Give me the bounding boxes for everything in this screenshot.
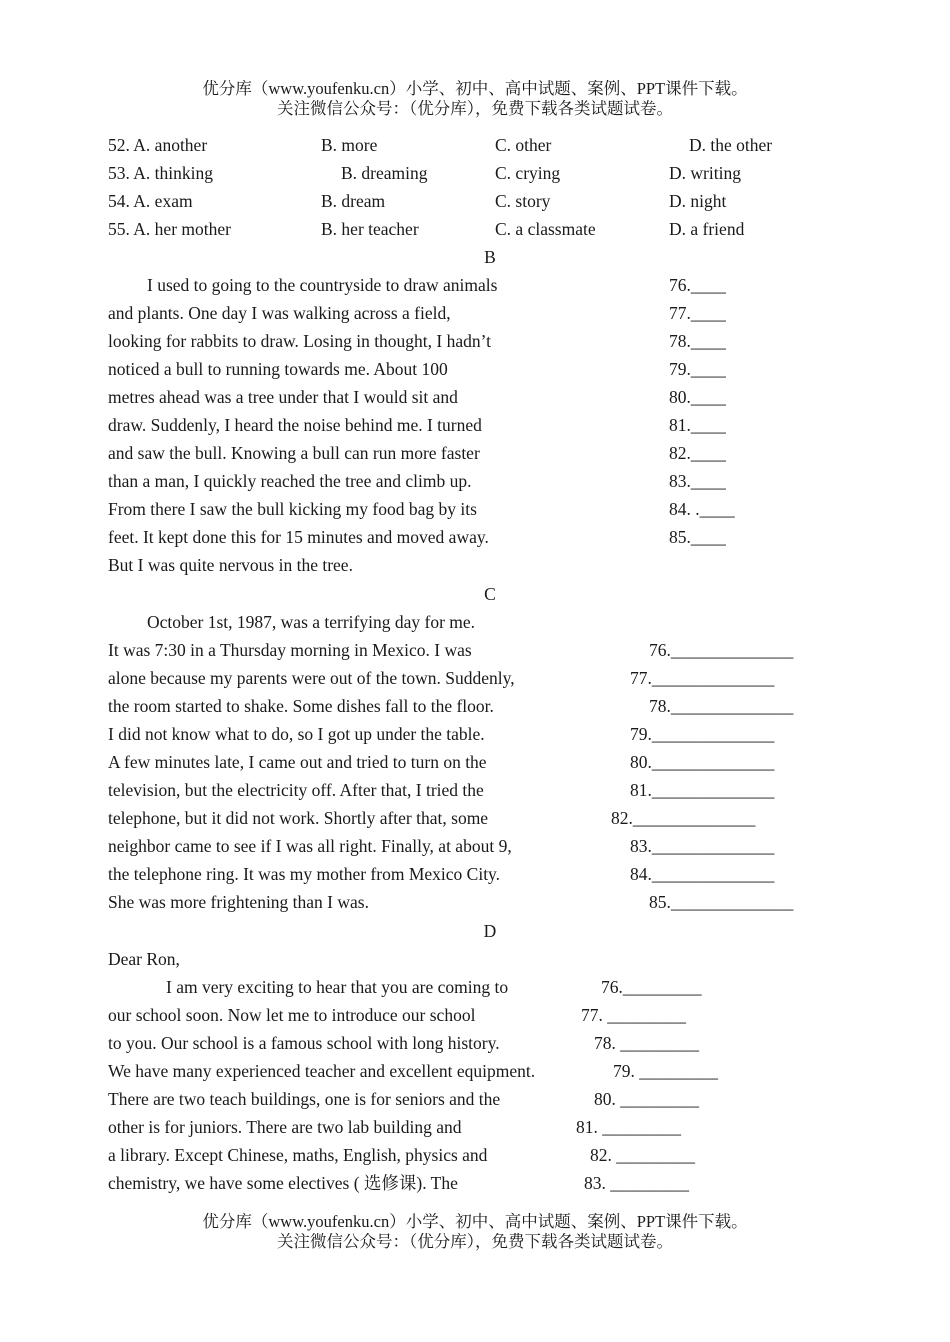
option-52-d: D. the other [689, 135, 773, 155]
answer-blank[interactable]: 80.____ [669, 387, 726, 407]
passage-line: I am very exciting to hear that you are coming to [166, 977, 509, 997]
option-53-a: 53. A. thinking [108, 163, 214, 183]
page-header [0, 79, 950, 119]
option-54-b: B. dream [321, 191, 386, 211]
footer-line-2: 关注微信公众号：（优分库），免费下载各类试题试卷。 [277, 1232, 673, 1251]
option-53-b: B. dreaming [341, 163, 428, 183]
answer-blank[interactable]: 81. _________ [576, 1117, 681, 1137]
passage-line: the telephone ring. It was my mother from Mexico City. [108, 864, 501, 884]
header-line-1: 优分库（www.youfenku.cn）小学、初中、高中试题、案例、PPT课件下载。 [202, 79, 748, 98]
page-footer [0, 1212, 950, 1252]
answer-blank[interactable]: 83.______________ [630, 836, 775, 856]
answer-blank[interactable]: 82.______________ [611, 808, 756, 828]
answer-blank[interactable]: 83.____ [669, 471, 726, 491]
section-d-heading: D [483, 921, 497, 941]
letter-greeting: Dear Ron, [108, 949, 180, 969]
passage-line: A few minutes late, I came out and tried to turn on the [108, 752, 487, 772]
answer-blank[interactable]: 79. _________ [613, 1061, 718, 1081]
answer-blank[interactable]: 81.____ [669, 415, 726, 435]
passage-line: alone because my parents were out of the town. Suddenly, [108, 668, 515, 688]
passage-line: But I was quite nervous in the tree. [108, 555, 353, 575]
answer-blank[interactable]: 82. _________ [590, 1145, 695, 1165]
option-52-c: C. other [495, 135, 552, 155]
passage-line: to you. Our school is a famous school with long history. [108, 1033, 500, 1053]
option-55-d: D. a friend [669, 219, 745, 239]
passage-line: We have many experienced teacher and excellent equipment. [108, 1061, 536, 1081]
passage-line: chemistry, we have some electives ( 选修课). The [108, 1173, 458, 1193]
answer-blank[interactable]: 80.______________ [630, 752, 775, 772]
passage-line: feet. It kept done this for 15 minutes and moved away. [108, 527, 489, 547]
passage-line: neighbor came to see if I was all right. Finally, at about 9, [108, 836, 512, 856]
passage-line: telephone, but it did not work. Shortly after that, some [108, 808, 489, 828]
option-55-c: C. a classmate [495, 219, 596, 239]
passage-line: I used to going to the countryside to draw animals [147, 275, 498, 295]
passage-line: a library. Except Chinese, maths, English, physics and [108, 1145, 488, 1165]
passage-line: looking for rabbits to draw. Losing in thought, I hadn’t [108, 331, 492, 351]
section-c-heading: C [484, 584, 496, 604]
answer-blank[interactable]: 76.____ [669, 275, 726, 295]
answer-blank[interactable]: 76.______________ [649, 640, 794, 660]
passage-line: our school soon. Now let me to introduce our school [108, 1005, 476, 1025]
passage-line: than a man, I quickly reached the tree and climb up. [108, 471, 472, 491]
answer-blank[interactable]: 77. _________ [581, 1005, 686, 1025]
answer-blank[interactable]: 78. _________ [594, 1033, 699, 1053]
footer-line-1: 优分库（www.youfenku.cn）小学、初中、高中试题、案例、PPT课件下载。 [202, 1212, 748, 1231]
answer-blank[interactable]: 77.____ [669, 303, 726, 323]
option-54-c: C. story [495, 191, 551, 211]
option-53-c: C. crying [495, 163, 561, 183]
answer-blank[interactable]: 80. _________ [594, 1089, 699, 1109]
passage-line: other is for juniors. There are two lab building and [108, 1117, 462, 1137]
passage-line: noticed a bull to running towards me. About 100 [108, 359, 448, 379]
passage-line: and plants. One day I was walking across a field, [108, 303, 451, 323]
option-53-d: D. writing [669, 163, 741, 183]
option-54-a: 54. A. exam [108, 191, 193, 211]
passage-line: television, but the electricity off. After that, I tried the [108, 780, 484, 800]
passage-line: and saw the bull. Knowing a bull can run more faster [108, 443, 480, 463]
answer-blank[interactable]: 82.____ [669, 443, 726, 463]
option-52-a: 52. A. another [108, 135, 208, 155]
answer-blank[interactable]: 79.____ [669, 359, 726, 379]
answer-blank[interactable]: 81.______________ [630, 780, 775, 800]
option-54-d: D. night [669, 191, 727, 211]
passage-line: It was 7:30 in a Thursday morning in Mexico. I was [108, 640, 472, 660]
passage-line: From there I saw the bull kicking my food bag by its [108, 499, 477, 519]
option-52-b: B. more [321, 135, 378, 155]
passage-line: draw. Suddenly, I heard the noise behind me. I turned [108, 415, 482, 435]
option-55-b: B. her teacher [321, 219, 419, 239]
passage-line: I did not know what to do, so I got up under the table. [108, 724, 485, 744]
answer-blank[interactable]: 84. .____ [669, 499, 735, 519]
answer-blank[interactable]: 79.______________ [630, 724, 775, 744]
answer-blank[interactable]: 76._________ [601, 977, 702, 997]
answer-blank[interactable]: 78.______________ [649, 696, 794, 716]
answer-blank[interactable]: 85.____ [669, 527, 726, 547]
passage-line: the room started to shake. Some dishes fall to the floor. [108, 696, 494, 716]
option-55-a: 55. A. her mother [108, 219, 231, 239]
passage-line: October 1st, 1987, was a terrifying day for me. [147, 612, 476, 632]
answer-blank[interactable]: 83. _________ [584, 1173, 689, 1193]
answer-blank[interactable]: 85.______________ [649, 892, 794, 912]
answer-blank[interactable]: 77.______________ [630, 668, 775, 688]
section-b-heading: B [484, 247, 496, 267]
passage-line: There are two teach buildings, one is for seniors and the [108, 1089, 501, 1109]
answer-blank[interactable]: 84.______________ [630, 864, 775, 884]
passage-line: She was more frightening than I was. [108, 892, 369, 912]
header-line-2: 关注微信公众号：（优分库），免费下载各类试题试卷。 [277, 99, 673, 118]
passage-line: metres ahead was a tree under that I would sit and [108, 387, 458, 407]
answer-blank[interactable]: 78.____ [669, 331, 726, 351]
